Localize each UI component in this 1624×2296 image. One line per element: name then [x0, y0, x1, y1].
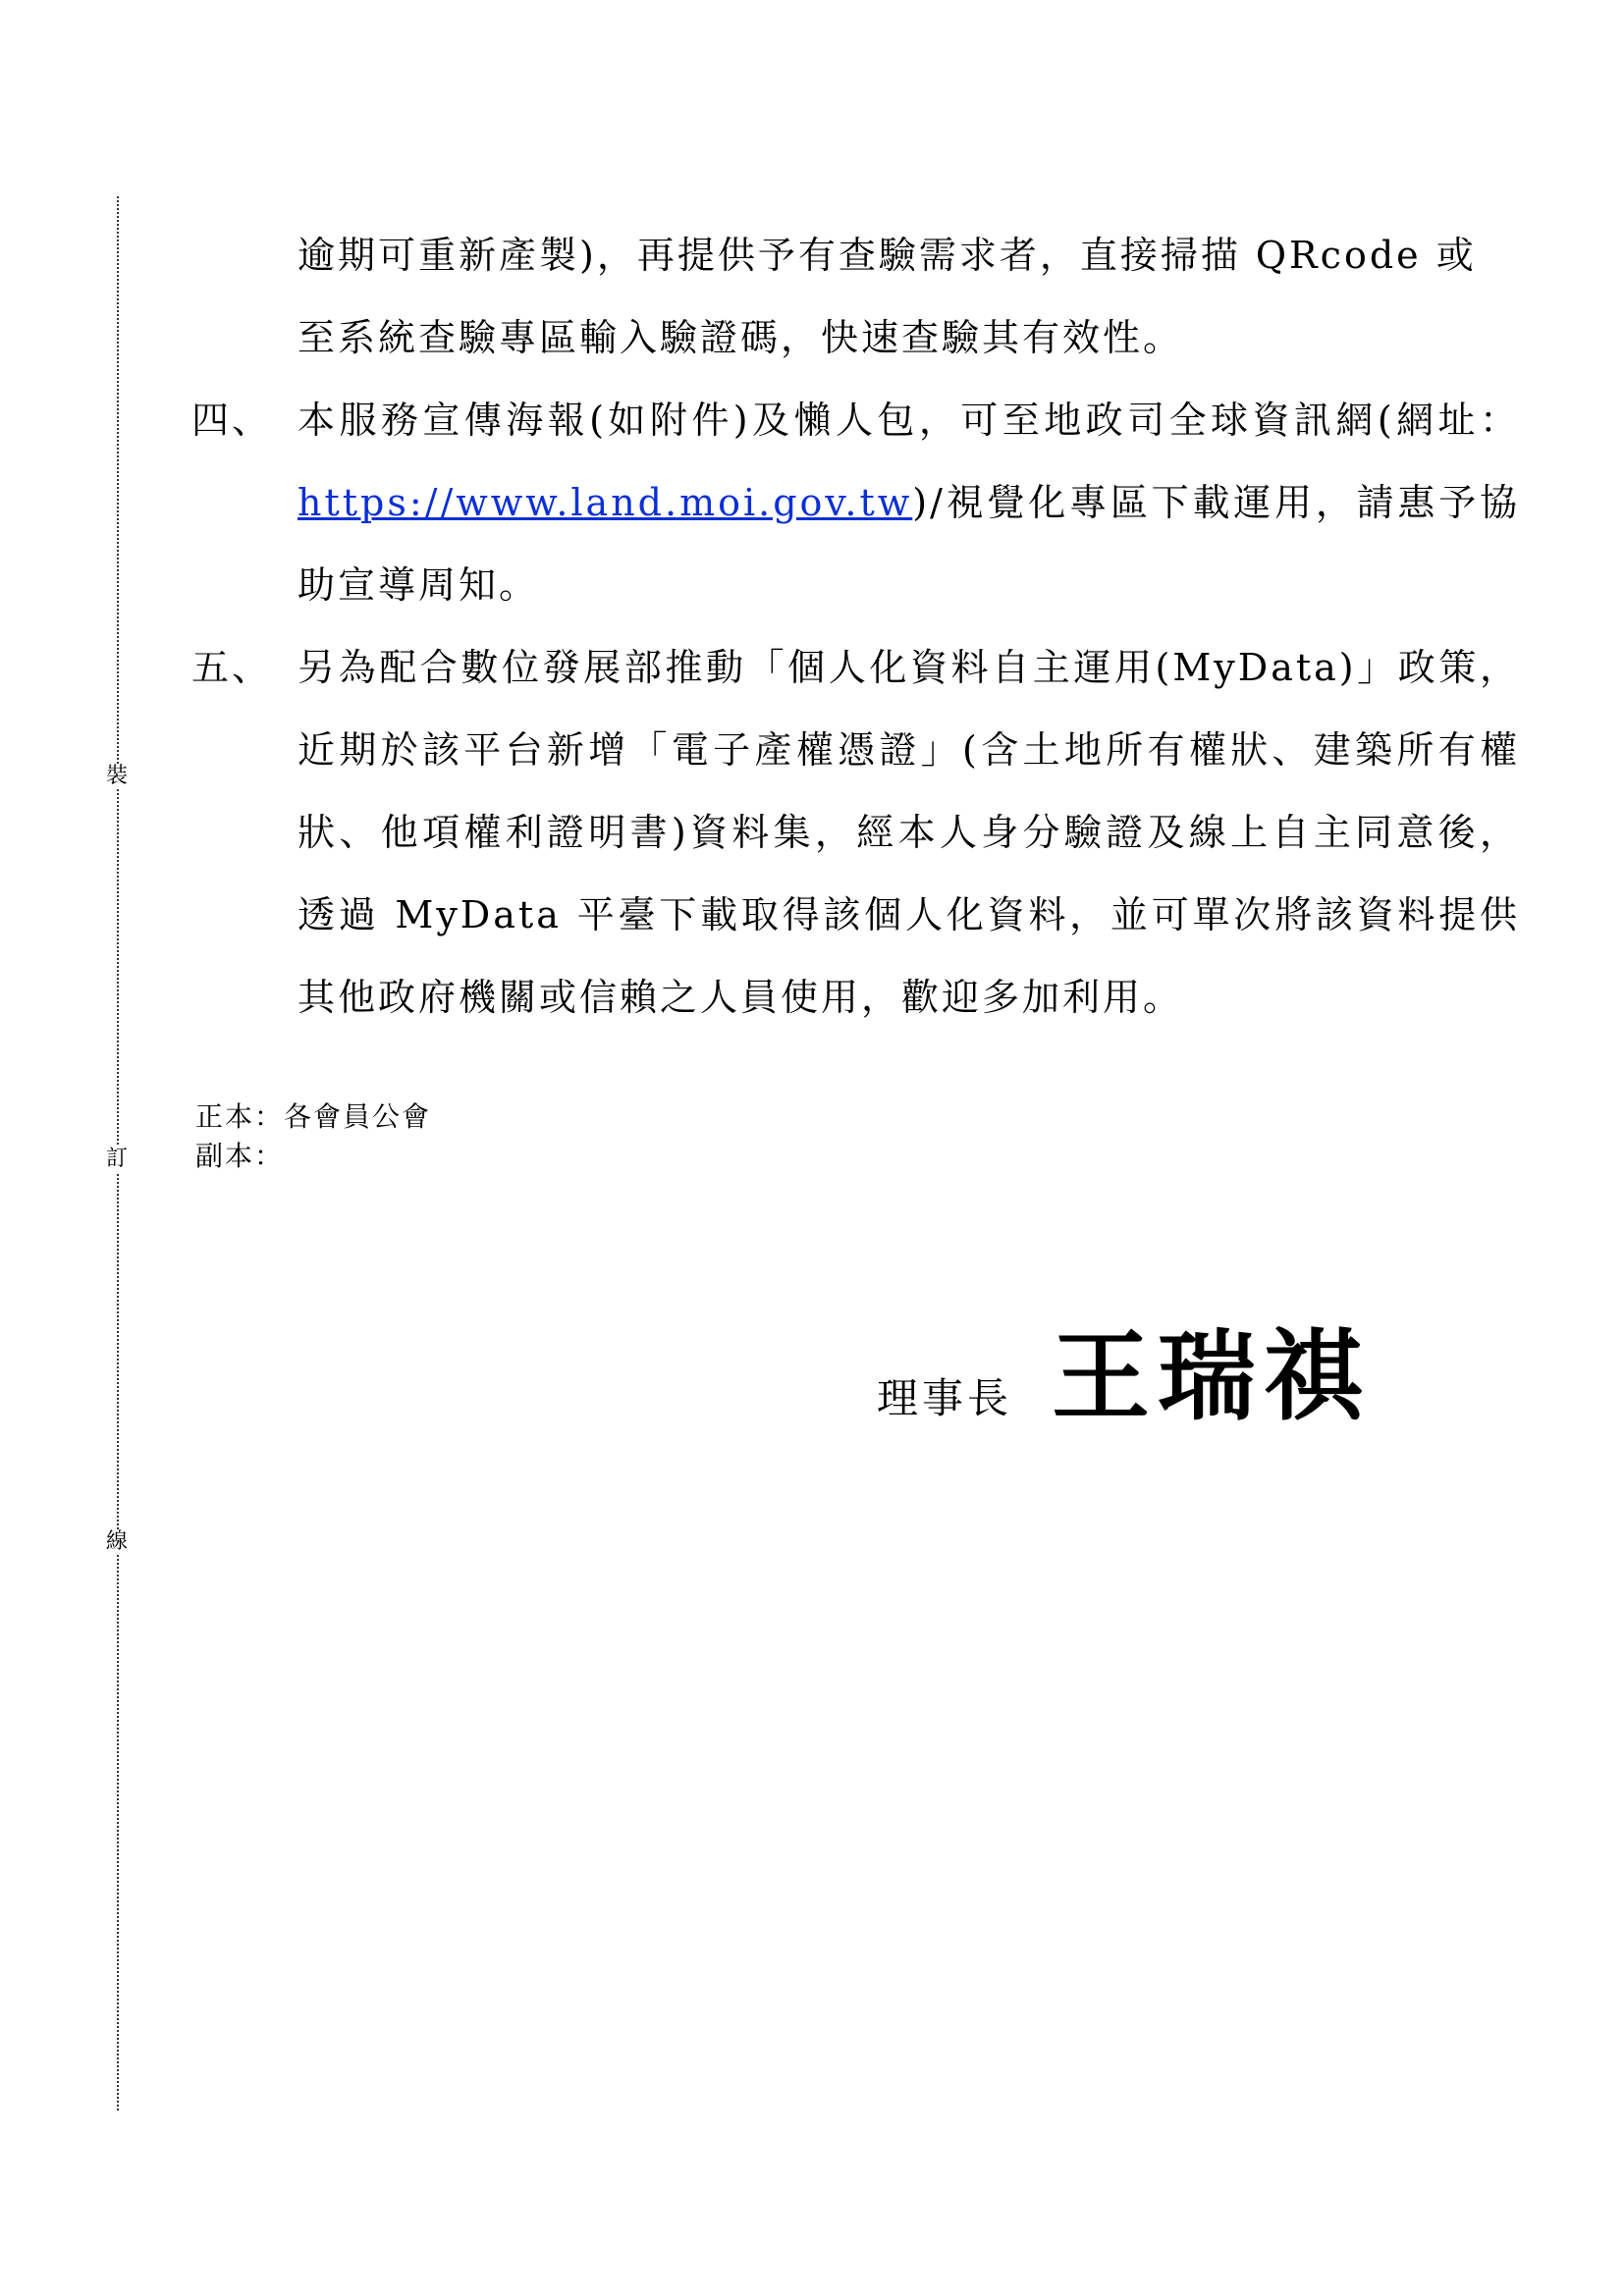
signatory-title: 理事長: [877, 1374, 1013, 1422]
binding-mark-ding: 訂: [102, 1147, 132, 1172]
item-four-text-after-link: )/視覺化專區下載運用，請惠予協助宣導周知。: [298, 481, 1520, 607]
recipients-block: [195, 1097, 431, 1176]
continued-paragraph-line-2: 至系統查驗專區輸入驗證碼，快速查驗其有效性。: [298, 316, 1184, 359]
item-four: [191, 379, 1527, 626]
item-five-marker: 五、: [191, 646, 273, 689]
document-body: [191, 214, 1527, 1039]
signature-block: [877, 1319, 1371, 1434]
moi-website-link[interactable]: https://www.land.moi.gov.tw: [298, 481, 913, 524]
signatory-name-seal: 王瑞祺: [1052, 1319, 1371, 1434]
binding-mark-xian: 線: [102, 1529, 132, 1555]
item-four-marker: 四、: [191, 399, 273, 442]
continued-paragraph-line-1: 逾期可重新產製)，再提供予有查驗需求者，直接掃描 QRcode 或: [298, 234, 1477, 277]
item-four-text-before-link: 本服務宣傳海報(如附件)及懶人包，可至地政司全球資訊網(網址：: [298, 399, 1520, 442]
item-four-text: [298, 379, 1520, 626]
copy-recipients: 副本：: [195, 1140, 285, 1172]
item-five: [191, 626, 1527, 1039]
item-five-text: 另為配合數位發展部推動「個人化資料自主運用(MyData)」政策，近期於該平台新增「電子產權憑證」(含土地所有權狀、建築所有權狀、他項權利證明書)資料集，經本人身分驗證及線上自主同意後，透過 MyData 平臺下載取得該個人化資料，並可單次將該資料提供其他政府機關或信賴之人員使用，歡迎多加利用。: [298, 646, 1520, 1019]
binding-mark-zhuang: 裝: [102, 764, 132, 789]
original-recipients: 正本：各會員公會: [195, 1100, 432, 1133]
